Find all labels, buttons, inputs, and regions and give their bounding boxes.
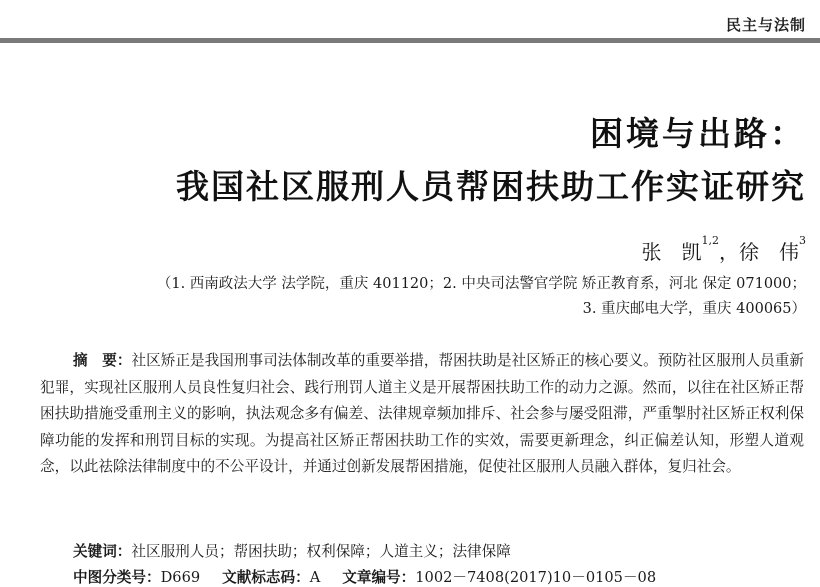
affiliation-line-1: （1. 西南政法大学 法学院，重庆 401120；2. 中央司法警官学院 矫正教育系，河北 保定 071000； (156, 276, 806, 292)
journal-name: 民主与法制 (725, 16, 806, 34)
author-name: 徐 伟 (739, 240, 799, 264)
author-name: 张 凯 (641, 240, 702, 264)
classification-line (73, 566, 678, 587)
abstract (40, 348, 804, 481)
author-affiliation-marker: 1,2 (701, 234, 719, 247)
keywords (73, 540, 511, 561)
abstract-label: 摘 要： (73, 352, 132, 369)
header-rule (0, 38, 820, 43)
keywords-label: 关键词： (73, 543, 132, 560)
article-number-label: 文章编号： (342, 569, 416, 586)
title-line-1: 困境与出路： (590, 114, 806, 153)
keywords-text: 社区服刑人员；帮困扶助；权利保障；人道主义；法律保障 (131, 543, 511, 560)
authors (642, 236, 807, 265)
abstract-text: 社区矫正是我国刑事司法体制改革的重要举措，帮困扶助是社区矫正的核心要义。预防社区服刑人员重新犯罪，实现社区服刑人员良性复归社会、践行刑罚人道主义是开展帮困扶助工作的动力之源。然而，以往在社区矫正帮困扶助措施受重刑主义的影响，执法观念多有偏差、法律规章频加排斥、社会参与屡受阻滞，严重掣肘社区矫正权利保障功能的发挥和刑罚目标的实现。为提高社区矫正帮困扶助工作的实效，需要更新理念，纠正偏差认知，形塑人道观念，以此祛除法律制度中的不公平设计，并通过创新发展帮困措施，促使社区服刑人员融入群体，复归社会。 (40, 352, 804, 475)
title-line-2: 我国社区服刑人员帮困扶助工作实证研究 (176, 167, 806, 206)
author-separator: ， (719, 240, 739, 264)
clc-label: 中图分类号： (73, 569, 161, 586)
article-number (342, 569, 656, 586)
affiliation-line-2: 3. 重庆邮电大学，重庆 400065） (582, 301, 806, 317)
clc-number (73, 569, 200, 586)
document-code (222, 569, 320, 586)
document-code-value: A (309, 569, 321, 586)
clc-value: D669 (160, 569, 201, 586)
author-affiliation-marker: 3 (799, 234, 806, 247)
article-number-value: 1002－7408(2017)10－0105－08 (415, 569, 657, 586)
document-code-label: 文献标志码： (222, 569, 310, 586)
